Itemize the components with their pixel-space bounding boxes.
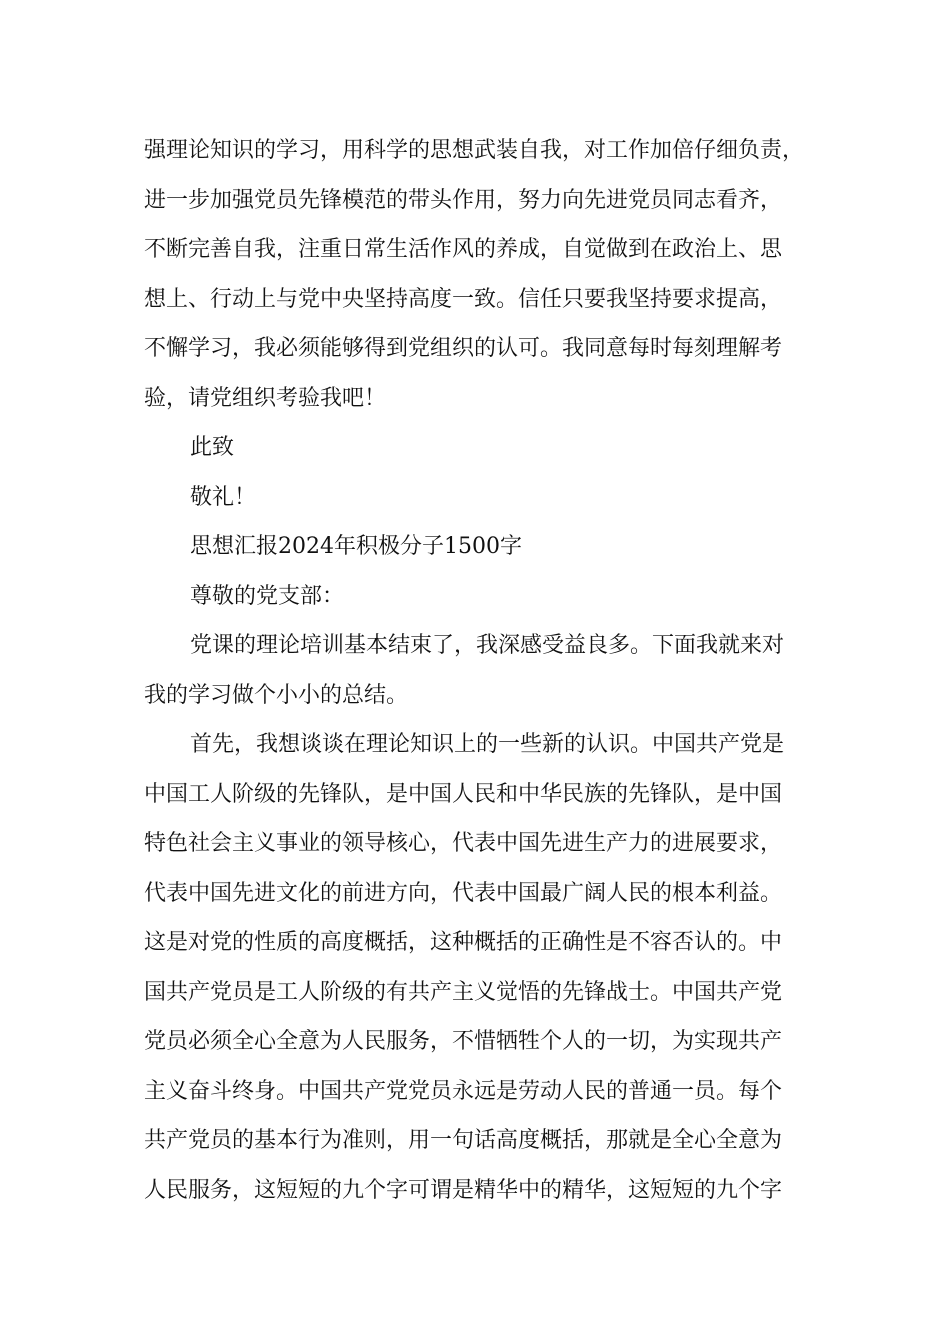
text-line: 国共产党员是工人阶级的有共产主义觉悟的先锋战士。中国共产党 [144, 979, 783, 1005]
document-body [144, 126, 834, 1215]
text-line: 这是对党的性质的高度概括，这种概括的正确性是不容否认的。中 [144, 930, 783, 955]
text-line: 进一步加强党员先锋模范的带头作用，努力向先进党员同志看齐， [144, 187, 783, 213]
text-line: 我的学习做个小小的总结。 [144, 682, 409, 708]
text-line: 代表中国先进文化的前进方向，代表中国最广阔人民的根本利益。 [144, 880, 783, 906]
text-line: 想上、行动上与党中央坚持高度一致。信任只要我坚持要求提高， [144, 286, 783, 312]
paragraph-start: 首先，我想谈谈在理论知识上的一些新的认识。中国共产党是 [190, 732, 785, 757]
text-line: 验，请党组织考验我吧！ [144, 385, 387, 411]
closing-salutation: 此致 [190, 435, 235, 460]
text-line: 特色社会主义事业的领导核心，代表中国先进生产力的进展要求， [144, 831, 783, 856]
greeting: 尊敬的党支部： [190, 583, 345, 609]
text-line: 主义奋斗终身。中国共产党党员永远是劳动人民的普通一员。每个 [144, 1078, 783, 1104]
text-line: 强理论知识的学习，用科学的思想武装自我，对工作加倍仔细负责， [144, 138, 805, 163]
text-line: 党员必须全心全意为人民服务，不惜牺牲个人的一切，为实现共产 [144, 1029, 783, 1054]
paragraph-start: 党课的理论培训基本结束了，我深感受益良多。下面我就来对 [190, 633, 785, 658]
text-line: 不懈学习，我必须能够得到党组织的认可。我同意每时每刻理解考 [144, 336, 783, 361]
closing-regards: 敬礼！ [190, 484, 257, 510]
text-line: 不断完善自我，注重日常生活作风的养成，自觉做到在政治上、思 [144, 237, 783, 262]
text-line: 共产党员的基本行为准则，用一句话高度概括，那就是全心全意为 [144, 1128, 783, 1153]
text-line: 中国工人阶级的先锋队，是中国人民和中华民族的先锋队，是中国 [144, 781, 783, 807]
text-line: 人民服务，这短短的九个字可谓是精华中的精华，这短短的九个字 [144, 1177, 783, 1203]
section-title: 思想汇报2024年积极分子1500字 [190, 534, 522, 559]
